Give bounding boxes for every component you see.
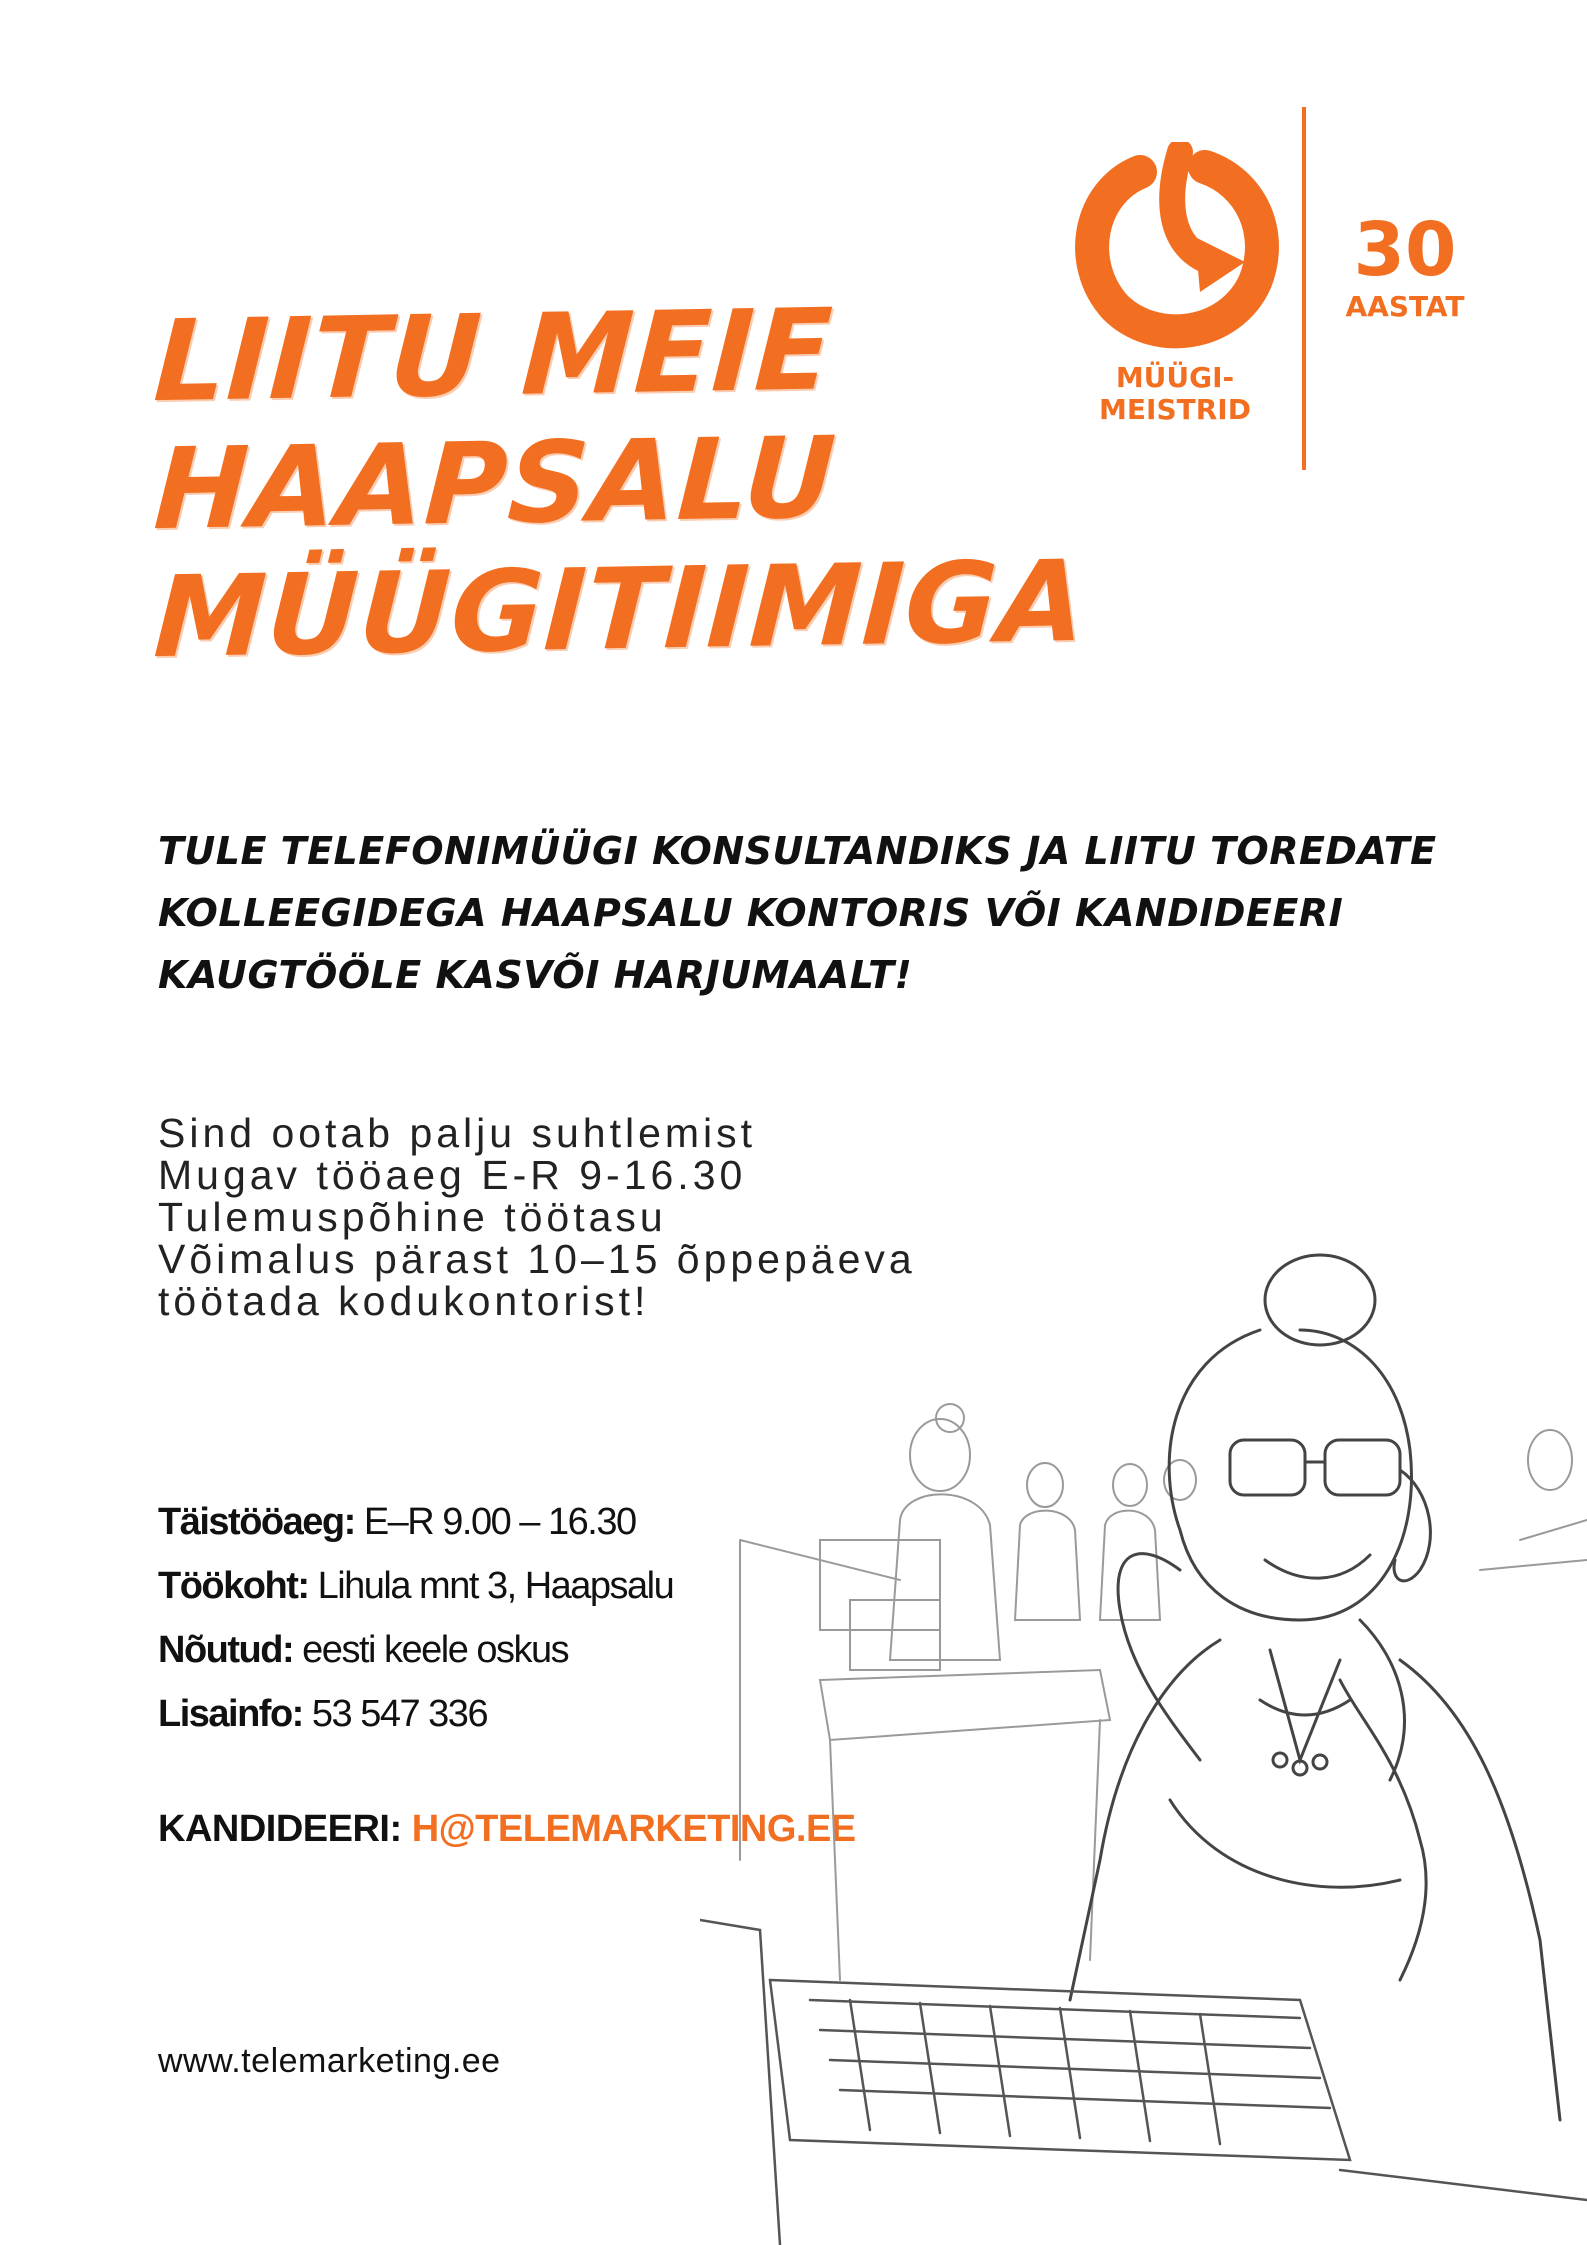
- detail-label: Lisainfo:: [158, 1693, 303, 1735]
- subhead-line: KAUGTÖÖLE KASVÕI HARJUMAALT!: [158, 953, 913, 997]
- benefit-item: Mugav tööaeg E-R 9-16.30: [158, 1152, 747, 1198]
- detail-label: Nõutud:: [158, 1629, 294, 1671]
- mugimeistrid-logo-icon: [1070, 142, 1280, 362]
- headline-line: MÜÜGITIIMIGA: [151, 536, 1090, 684]
- detail-label: Töökoht:: [158, 1565, 309, 1607]
- detail-row-phone: [158, 1682, 673, 1746]
- detail-value: eesti keele oskus: [302, 1629, 569, 1671]
- subhead-line: KOLLEEGIDEGA HAAPSALU KONTORIS VÕI KANDIDEERI: [158, 891, 1344, 935]
- call-center-illustration: [700, 1240, 1587, 2245]
- headline-line: HAAPSALU: [151, 413, 840, 556]
- subhead: [158, 820, 1458, 1006]
- detail-value: E–R 9.00 – 16.30: [363, 1501, 636, 1543]
- logo-brand-line: MEISTRID: [1099, 393, 1251, 426]
- apply-label: KANDIDEERI:: [158, 1808, 402, 1850]
- logo-brand-name: [1090, 362, 1260, 426]
- detail-row-schedule: [158, 1490, 673, 1554]
- subhead-line: TULE TELEFONIMÜÜGI KONSULTANDIKS JA LIITU TOREDATE: [158, 829, 1437, 873]
- detail-row-location: [158, 1554, 673, 1618]
- detail-value: 53 547 336: [311, 1693, 488, 1735]
- benefit-item: Võimalus pärast 10–15 õppepäeva: [158, 1236, 916, 1282]
- years-number: 30: [1353, 207, 1457, 293]
- benefit-item: Sind ootab palju suhtlemist: [158, 1110, 757, 1156]
- detail-label: Täistööaeg:: [158, 1501, 355, 1543]
- job-details: [158, 1490, 673, 1746]
- logo-divider: [1302, 107, 1306, 470]
- anniversary-badge: [1330, 207, 1480, 324]
- benefit-item: töötada kodukontorist!: [158, 1278, 650, 1324]
- apply-email-link[interactable]: H@TELEMARKETING.EE: [411, 1808, 856, 1850]
- years-label: AASTAT: [1345, 290, 1465, 323]
- detail-value: Lihula mnt 3, Haapsalu: [317, 1565, 674, 1607]
- logo-brand-line: MÜÜGI-: [1115, 361, 1235, 394]
- website-link[interactable]: www.telemarketing.ee: [158, 2042, 501, 2080]
- headline: [151, 285, 1090, 684]
- benefit-item: Tulemuspõhine töötasu: [158, 1194, 667, 1240]
- detail-row-requirements: [158, 1618, 673, 1682]
- headline-line: LIITU MEIE: [151, 285, 836, 428]
